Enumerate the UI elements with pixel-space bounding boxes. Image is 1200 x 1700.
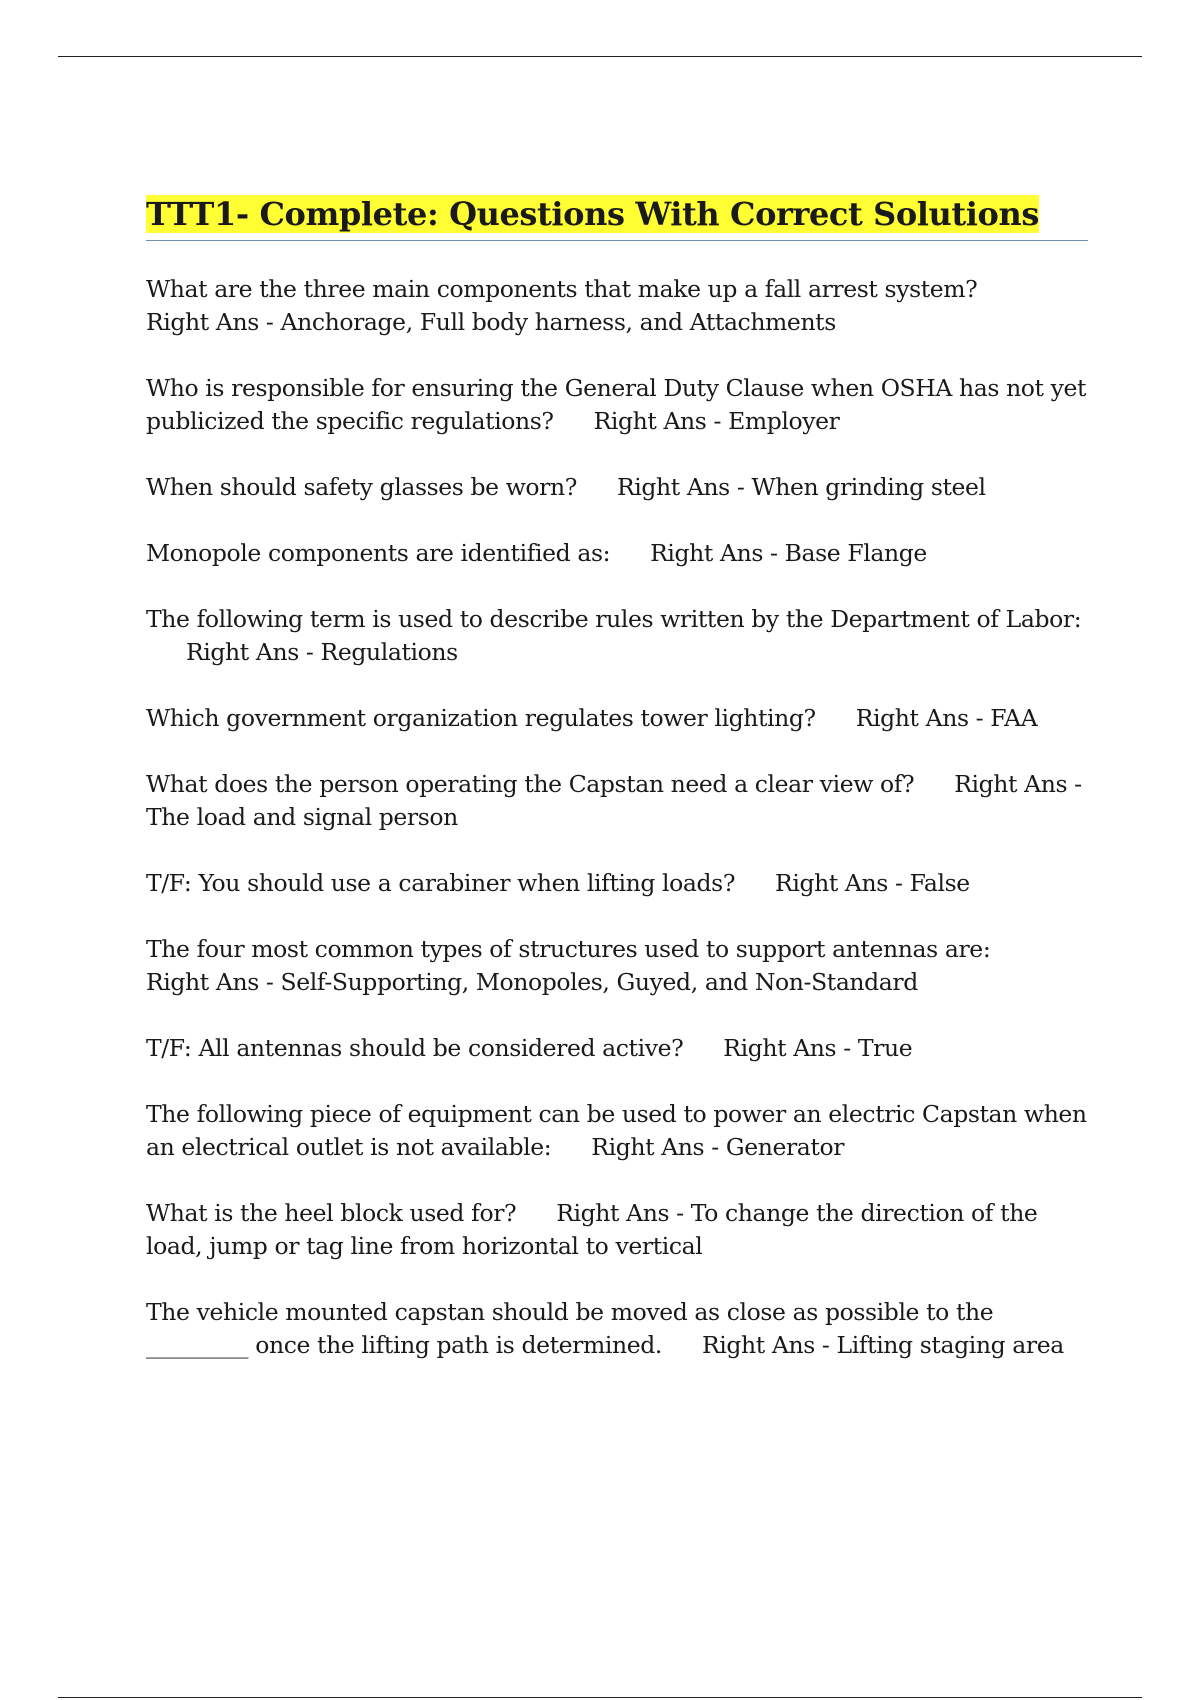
answer-text: Right Ans - Anchorage, Full body harness, and Attachments [146,308,836,336]
question-text: T/F: All antennas should be considered active? [146,1034,684,1062]
answer-text: Right Ans - True [723,1034,913,1062]
answer-text: Right Ans - False [775,869,970,897]
answer-text: Right Ans - When grinding steel [616,473,986,501]
qa-list [146,273,1088,1362]
answer-text: Right Ans - Regulations [186,638,458,666]
qa-item [146,537,1088,570]
answer-text: Right Ans - Base Flange [650,539,927,567]
title-block [146,192,1088,241]
question-text: Monopole components are identified as: [146,539,611,567]
question-text: What does the person operating the Capstan need a clear view of? [146,770,915,798]
question-text: Which government organization regulates tower lighting? [146,704,816,732]
question-text: The following term is used to describe rules written by the Department of Labor: [146,605,1082,633]
qa-item [146,1032,1088,1065]
question-text: When should safety glasses be worn? [146,473,577,501]
question-text: T/F: You should use a carabiner when lifting loads? [146,869,736,897]
qa-item [146,768,1088,834]
answer-text: Right Ans - The load and signal person [146,770,1082,831]
answer-text: Right Ans - Self-Supporting, Monopoles, Guyed, and Non-Standard [146,968,918,996]
qa-item [146,933,1088,999]
qa-item [146,273,1088,339]
document-title: TTT1- Complete: Questions With Correct Solutions [146,195,1039,233]
question-text: The four most common types of structures used to support antennas are: [146,935,991,963]
question-text: The following piece of equipment can be used to power an electric Capstan when an electrical outlet is not available: [146,1100,1087,1161]
question-text: What are the three main components that make up a fall arrest system? [146,275,978,303]
qa-item [146,867,1088,900]
question-text: What is the heel block used for? [146,1199,517,1227]
qa-item [146,1296,1088,1362]
top-rule [58,56,1142,57]
document-body [146,192,1088,1395]
qa-item [146,702,1088,735]
qa-item [146,471,1088,504]
answer-text: Right Ans - Generator [591,1133,845,1161]
answer-text: Right Ans - To change the direction of the load, jump or tag line from horizontal to vertical [146,1199,1038,1260]
qa-item [146,1098,1088,1164]
qa-item [146,603,1088,669]
answer-text: Right Ans - Lifting staging area [701,1331,1064,1359]
answer-text: Right Ans - FAA [855,704,1038,732]
question-text: Who is responsible for ensuring the General Duty Clause when OSHA has not yet publicized the specific regulations? [146,374,1087,435]
question-text: The vehicle mounted capstan should be moved as close as possible to the _________ once the lifting path is determined. [146,1298,994,1359]
qa-item [146,1197,1088,1263]
qa-item [146,372,1088,438]
answer-text: Right Ans - Employer [593,407,840,435]
bottom-rule [58,1697,1142,1698]
